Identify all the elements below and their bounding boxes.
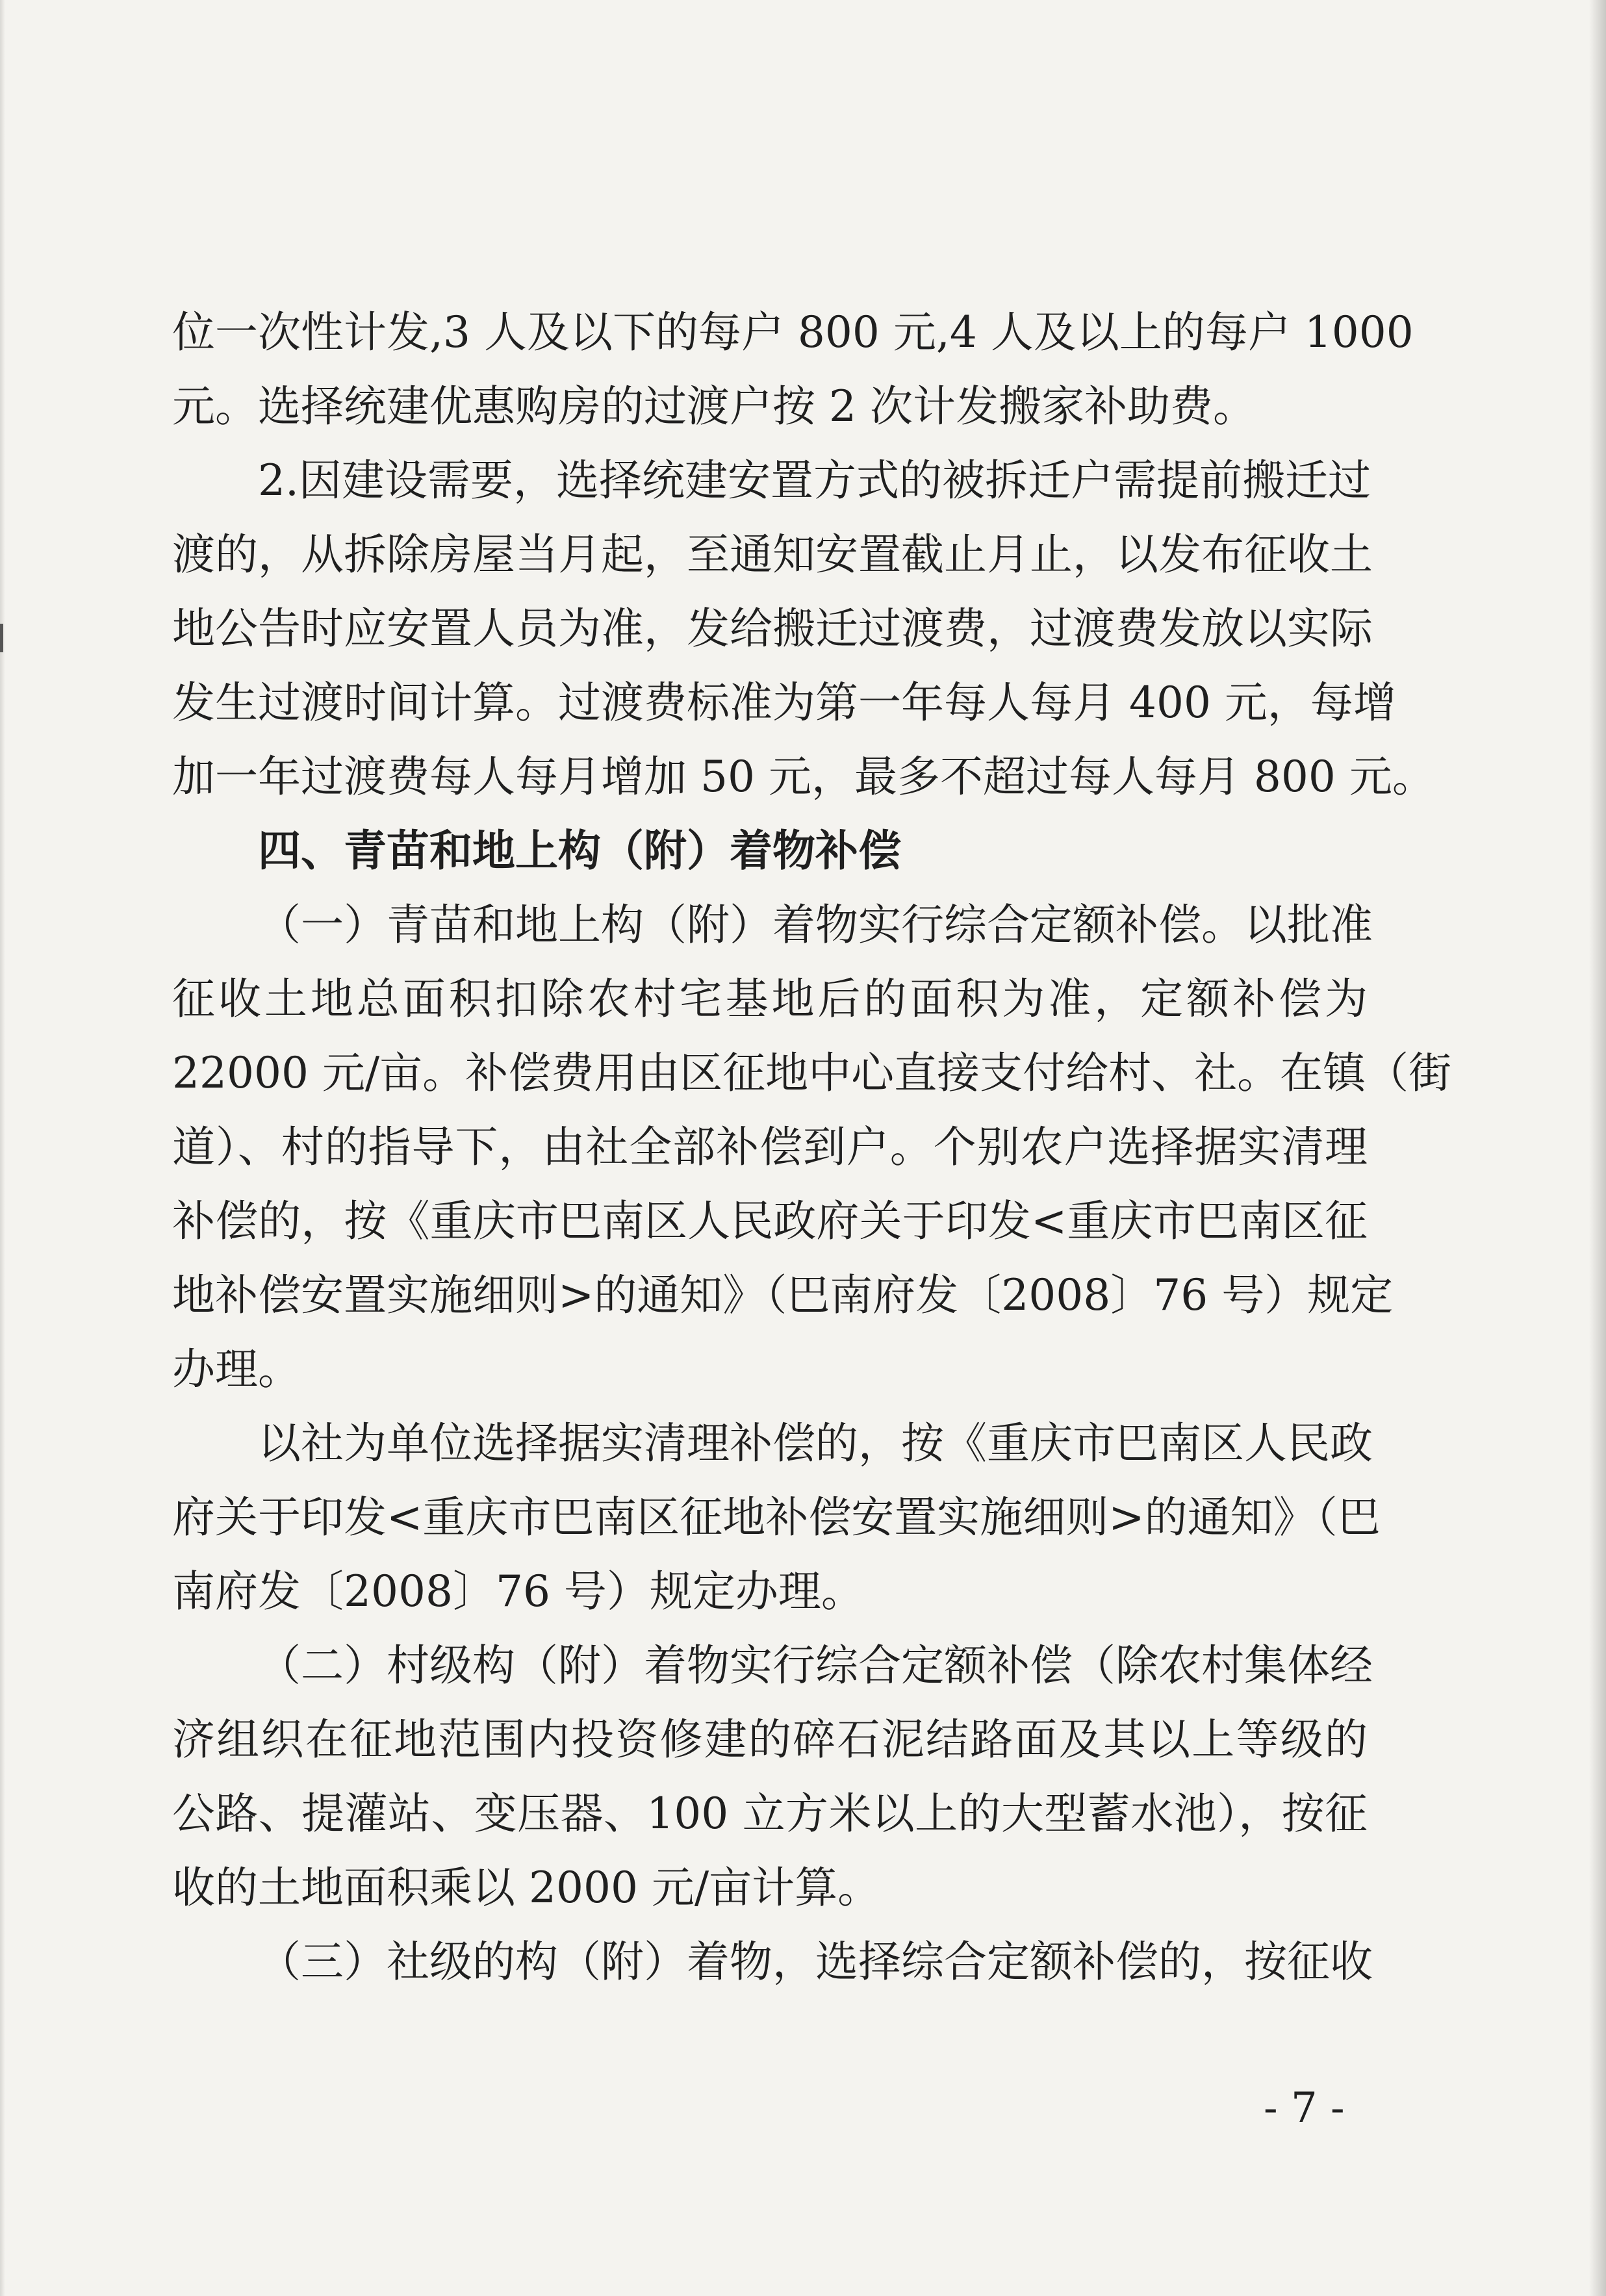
page-number: - 7 - [1264, 2084, 1345, 2132]
body-line: 元。选择统建优惠购房的过渡户按 2 次计发搬家补助费。 [172, 381, 1256, 431]
body-line: 2.因建设需要，选择统建安置方式的被拆迁户需提前搬迁过 [258, 455, 1371, 505]
body-line: 22000 元/亩。补偿费用由区征地中心直接支付给村、社。在镇（街 [172, 1048, 1452, 1098]
body-line: （二）村级构（附）着物实行综合定额补偿（除农村集体经 [258, 1640, 1373, 1690]
body-line: 道）、村的指导下，由社全部补偿到户。个别农户选择据实清理 [172, 1122, 1368, 1172]
body-line: 加一年过渡费每人每月增加 50 元，最多不超过每人每月 800 元。 [172, 752, 1435, 802]
body-line: 收的土地面积乘以 2000 元/亩计算。 [172, 1863, 881, 1913]
body-line: 办理。 [172, 1344, 301, 1394]
scan-margin-mark [0, 624, 3, 652]
scan-edge-left [0, 0, 5, 2296]
section-heading: 四、青苗和地上构（附）着物补偿 [258, 826, 901, 876]
body-line: 地公告时应安置人员为准，发给搬迁过渡费，过渡费发放以实际 [172, 604, 1373, 654]
scan-edge-right [1589, 0, 1606, 2296]
body-line: 发生过渡时间计算。过渡费标准为第一年每人每月 400 元，每增 [172, 678, 1396, 728]
body-line: 公路、提灌站、变压器、100 立方米以上的大型蓄水池），按征 [172, 1789, 1368, 1839]
body-line: 征收土地总面积扣除农村宅基地后的面积为准，定额补偿为 [172, 974, 1368, 1024]
body-line: 地补偿安置实施细则>的通知》（巴南府发〔2008〕76 号）规定 [172, 1270, 1394, 1320]
body-line: 济组织在征地范围内投资修建的碎石泥结路面及其以上等级的 [172, 1715, 1368, 1765]
body-line: （三）社级的构（附）着物，选择综合定额补偿的，按征收 [258, 1937, 1373, 1987]
body-line: （一）青苗和地上构（附）着物实行综合定额补偿。以批准 [258, 900, 1373, 950]
body-line: 南府发〔2008〕76 号）规定办理。 [172, 1566, 864, 1616]
body-line: 位一次性计发,3 人及以下的每户 800 元,4 人及以上的每户 1000 [172, 307, 1414, 357]
body-line: 以社为单位选择据实清理补偿的，按《重庆市巴南区人民政 [258, 1418, 1373, 1468]
body-line: 渡的，从拆除房屋当月起，至通知安置截止月止，以发布征收土 [172, 529, 1373, 580]
body-line: 补偿的，按《重庆市巴南区人民政府关于印发<重庆市巴南区征 [172, 1196, 1368, 1246]
body-line: 府关于印发<重庆市巴南区征地补偿安置实施细则>的通知》（巴 [172, 1492, 1381, 1542]
